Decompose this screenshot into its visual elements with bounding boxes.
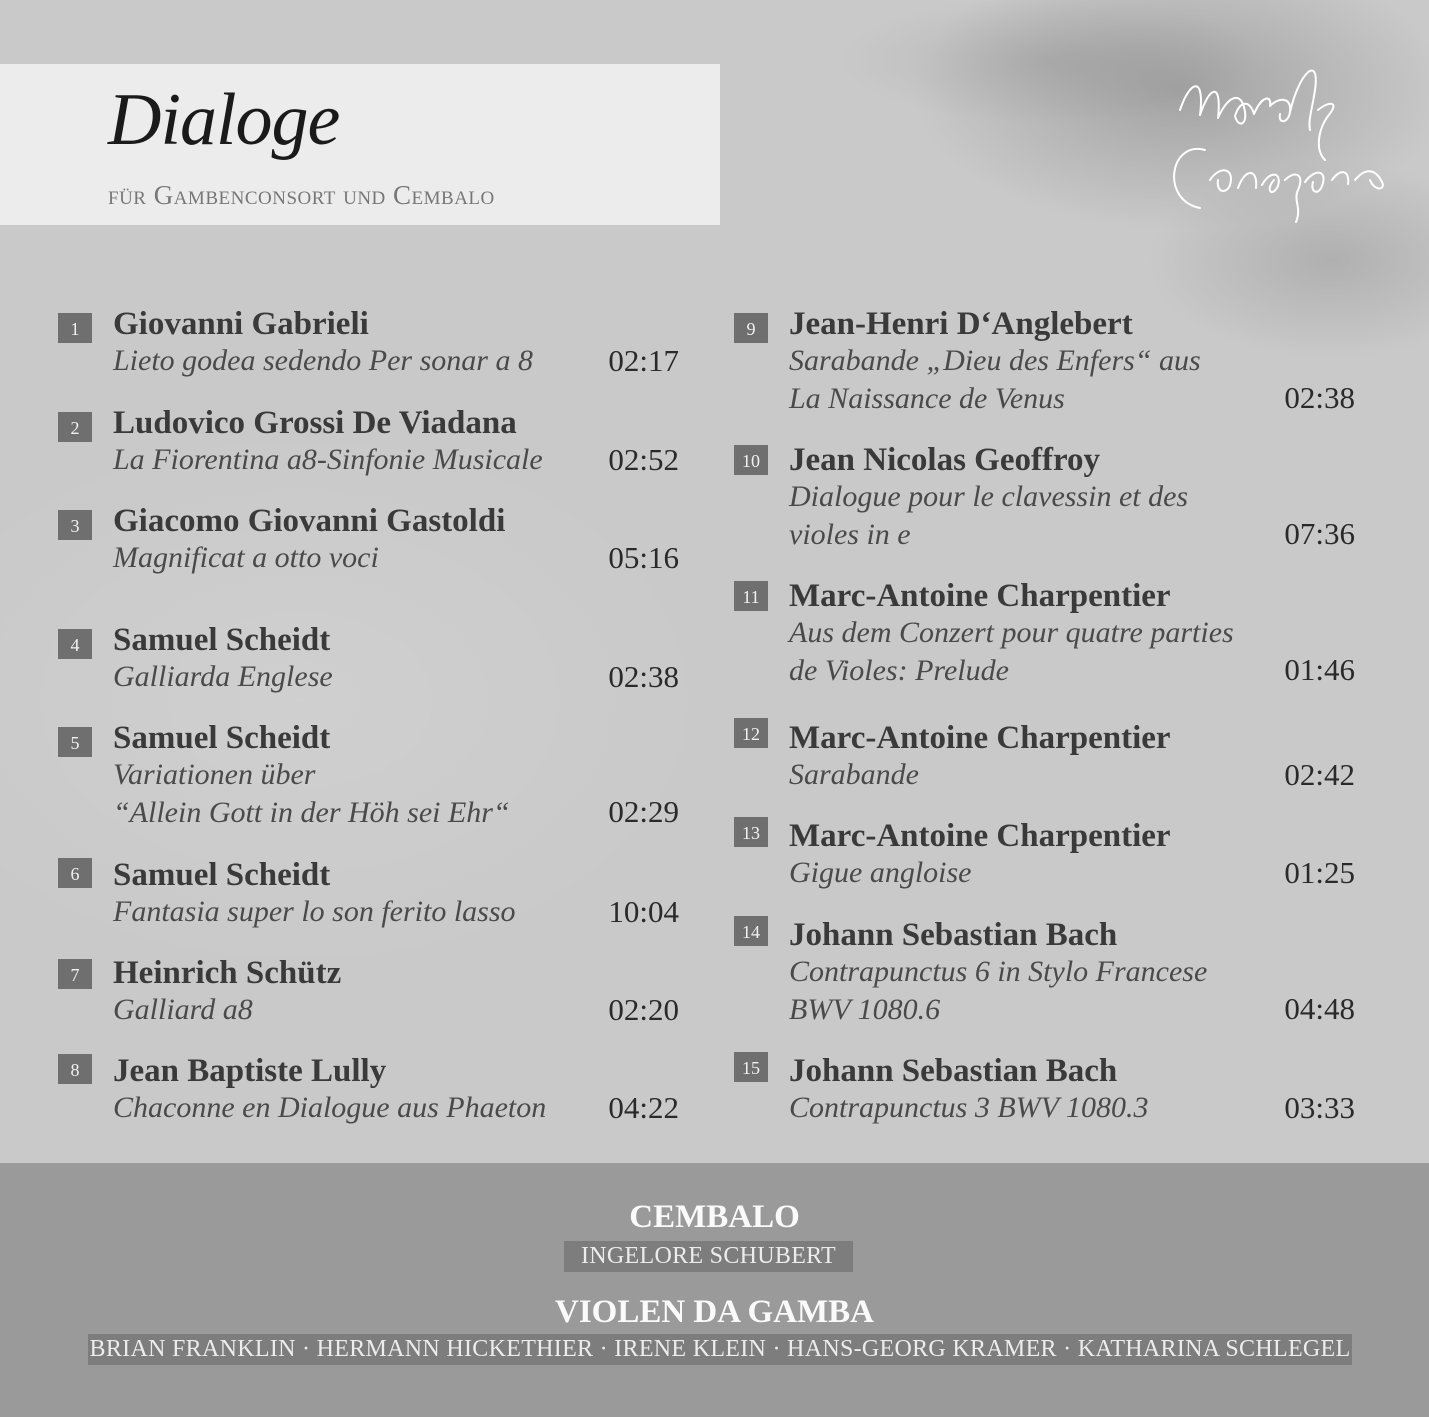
track-number: 5 [58, 727, 92, 757]
track-composer: Johann Sebastian Bach [789, 1053, 1118, 1089]
track-duration: 02:38 [608, 659, 679, 694]
track-duration: 04:48 [1284, 991, 1355, 1026]
track-work: Sarabande „Dieu des Enfers“ aus La Naissance de Venus [789, 344, 1201, 415]
track-composer: Samuel Scheidt [113, 857, 331, 893]
track-number: 15 [734, 1052, 768, 1082]
track-composer: Giovanni Gabrieli [113, 306, 369, 342]
track-work: Galliarda Englese [113, 660, 333, 693]
track-work: La Fiorentina a8-Sinfonie Musicale [113, 443, 543, 476]
track-work: Magnificat a otto voci [113, 541, 379, 574]
track-duration: 01:46 [1284, 652, 1355, 687]
track-work: Lieto godea sedendo Per sonar a 8 [113, 344, 533, 377]
track-duration: 02:42 [1284, 757, 1355, 792]
track-duration: 04:22 [608, 1090, 679, 1125]
track-duration: 02:38 [1284, 380, 1355, 415]
track-composer: Marc-Antoine Charpentier [789, 720, 1171, 756]
album-title: Dialoge [108, 79, 340, 161]
track-composer: Johann Sebastian Bach [789, 917, 1118, 953]
track-work: Contrapunctus 6 in Stylo Francese BWV 1080.6 [789, 955, 1208, 1026]
album-subtitle: für Gambenconsort und Cembalo [108, 180, 495, 210]
track-number: 1 [58, 313, 92, 343]
track-number: 8 [58, 1054, 92, 1084]
track-work: Dialogue pour le clavessin et des violes in e [789, 480, 1189, 551]
track-number: 13 [734, 817, 768, 847]
track-number: 14 [734, 916, 768, 946]
track-work: Variationen über “Allein Gott in der Höh sei Ehr“ [113, 758, 510, 829]
track-duration: 02:52 [608, 442, 679, 477]
track-composer: Marc-Antoine Charpentier [789, 818, 1171, 854]
track-work: Chaconne en Dialogue aus Phaeton [113, 1091, 547, 1124]
marais-consort-logo [1150, 40, 1390, 230]
track-work: Gigue angloise [789, 856, 972, 889]
track-number: 2 [58, 412, 92, 442]
track-number: 11 [734, 581, 768, 611]
gamba-performers: BRIAN FRANKLIN · HERMANN HICKETHIER · IRENE KLEIN · HANS-GEORG KRAMER · KATHARINA SCHLEGEL [88, 1334, 1352, 1365]
track-number: 3 [58, 510, 92, 540]
track-number: 6 [58, 858, 92, 888]
track-number: 10 [734, 445, 768, 475]
track-number: 4 [58, 629, 92, 659]
track-number: 12 [734, 718, 768, 748]
track-work: Galliard a8 [113, 993, 253, 1026]
track-work: Aus dem Conzert pour quatre parties de Violes: Prelude [789, 616, 1234, 687]
track-duration: 02:17 [608, 343, 679, 378]
track-duration: 07:36 [1284, 516, 1355, 551]
track-composer: Marc-Antoine Charpentier [789, 578, 1171, 614]
track-composer: Samuel Scheidt [113, 720, 331, 756]
track-work: Fantasia super lo son ferito lasso [113, 895, 516, 928]
track-duration: 02:20 [608, 992, 679, 1027]
track-duration: 03:33 [1284, 1090, 1355, 1125]
track-work: Contrapunctus 3 BWV 1080.3 [789, 1091, 1149, 1124]
track-duration: 02:29 [608, 794, 679, 829]
track-work: Sarabande [789, 758, 919, 791]
track-duration: 05:16 [608, 540, 679, 575]
track-composer: Jean-Henri D‘Anglebert [789, 306, 1133, 342]
track-composer: Jean Nicolas Geoffroy [789, 442, 1101, 478]
cembalo-performer: INGELORE SCHUBERT [564, 1241, 853, 1272]
track-duration: 10:04 [608, 894, 679, 929]
track-composer: Samuel Scheidt [113, 622, 331, 658]
track-duration: 01:25 [1284, 855, 1355, 890]
track-number: 7 [58, 959, 92, 989]
cembalo-heading: CEMBALO [629, 1199, 800, 1235]
track-composer: Heinrich Schütz [113, 955, 342, 991]
gamba-heading: VIOLEN DA GAMBA [554, 1294, 875, 1330]
track-composer: Giacomo Giovanni Gastoldi [113, 503, 506, 539]
track-composer: Ludovico Grossi De Viadana [113, 405, 517, 441]
track-number: 9 [734, 313, 768, 343]
track-composer: Jean Baptiste Lully [113, 1053, 387, 1089]
